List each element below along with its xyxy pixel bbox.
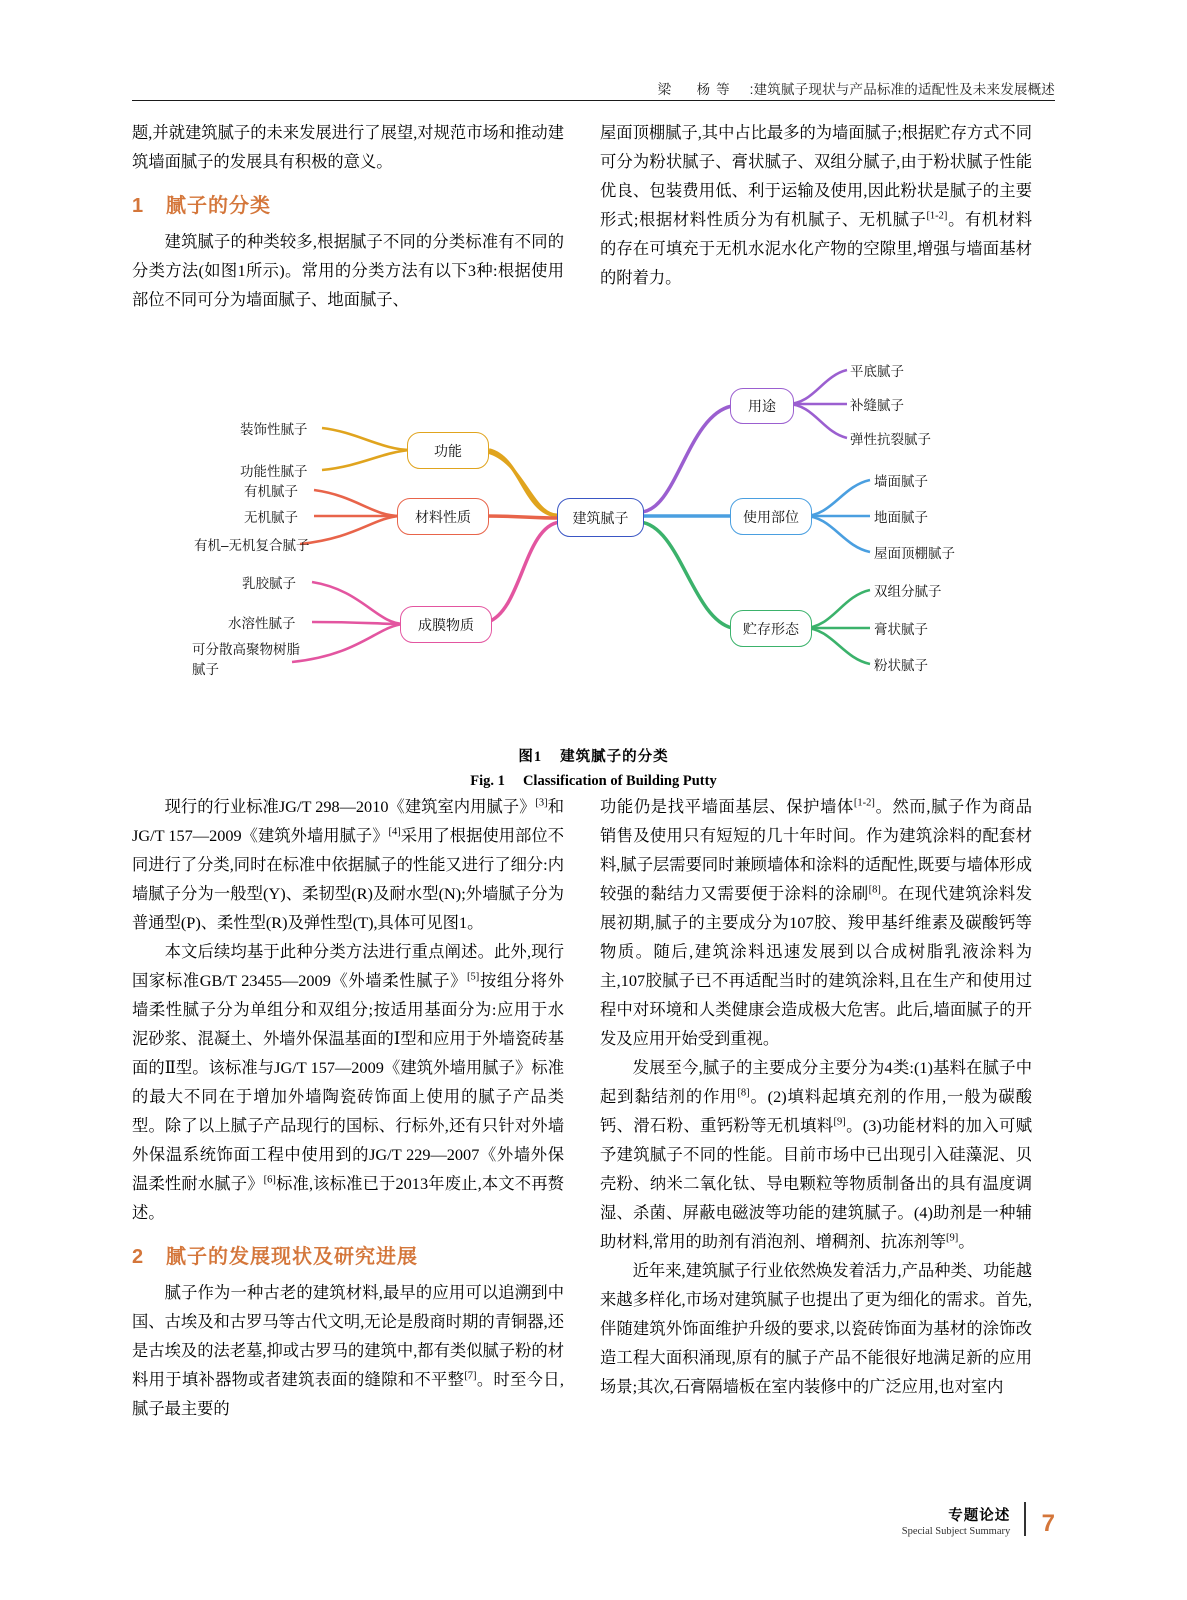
paragraph-r2-a: 功能仍是找平墙面基层、保护墙体	[600, 797, 854, 816]
mindmap-branch-zhucunxingtai: 贮存形态	[730, 610, 812, 647]
paragraph-r1-a: 屋面顶棚腻子,其中占比最多的为墙面腻子;根据贮存方式不同可分为粉状腻子、膏状腻子、双组分腻子,由于粉状腻子性能优良、包装费用低、利于运输及使用,因此粉状是腻子的主要形式;根据材料性质分为有机腻子、无机腻子	[600, 123, 1032, 229]
paragraph-r3-b: 。(2)填料起填充剂的作用,一般为碳酸钙、滑石粉、重钙粉等无机填料	[600, 1087, 1032, 1135]
mindmap-branch-yongtu: 用途	[730, 388, 794, 424]
running-head-title-text: 建筑腻子现状与产品标准的适配性及未来发展概述	[753, 82, 1055, 97]
paragraph-2-1-c: 采用了根据使用部位不同进行了分类,同时在标准中依据腻子的性能又进行了细分:内墙腻子分为一般型(Y)、柔韧型(R)及耐水型(N);外墙腻子分为普通型(P)、柔性型(R)及弹性型(T),具体可见图1。	[132, 826, 564, 932]
paragraph-3-1-a: 腻子作为一种古老的建筑材料,最早的应用可以追溯到中国、古埃及和古罗马等古代文明,无论是殷商时期的青铜器,还是古埃及的法老墓,抑或古罗马的建筑中,都有类似腻子粉的材料用于填补器物或者建筑表面的缝隙和不平整	[132, 1283, 564, 1389]
section-2-number: 2	[132, 1246, 145, 1268]
mindmap-leaf-fuhe: 有机–无机复合腻子	[194, 538, 310, 553]
citation-r9a: [9]	[833, 1116, 846, 1128]
mindmap-branch-gongneng: 功能	[407, 432, 489, 469]
mindmap-leaf-tanxingkanglie: 弹性抗裂腻子	[850, 432, 931, 447]
citation-1-2: [1-2]	[926, 210, 948, 222]
figure-caption-cn-label: 图1	[518, 749, 543, 765]
footer-section-en: Special Subject Summary	[901, 1525, 1011, 1537]
section-1-title: 腻子的分类	[166, 195, 271, 217]
figure-caption-en	[132, 769, 1055, 793]
paragraph-r3-c: 。(3)功能材料的加入可赋予建筑腻子不同的性能。目前市场中已出现引入硅藻泥、贝壳粉、纳米二氧化钛、导电颗粒等物质制备出的具有温度调湿、杀菌、屏蔽电磁波等功能的建筑腻子。(4)助剂是一种辅助材料,常用的助剂有消泡剂、增稠剂、抗冻剂等	[600, 1116, 1032, 1251]
left-column-bottom	[132, 792, 564, 1482]
citation-4: [4]	[388, 826, 401, 838]
page-number: 7	[1041, 1510, 1055, 1537]
citation-5: [5]	[467, 971, 480, 983]
paragraph-2-2-a: 本文后续均基于此种分类方法进行重点阐述。此外,现行国家标准GB/T 23455—2009《外墙柔性腻子》	[132, 942, 564, 990]
mindmap-leaf-pingdi: 平底腻子	[850, 364, 904, 379]
paragraph-2-2-c: 标准,该标准已于2013年废止,本文不再赘述。	[132, 1174, 564, 1222]
mindmap-leaf-shuangzufen: 双组分腻子	[874, 584, 942, 599]
mindmap-leaf-shuirongxing: 水溶性腻子	[228, 616, 296, 631]
mindmap-leaf-fenzhuang: 粉状腻子	[874, 658, 928, 673]
figure-caption-cn-text: 建筑腻子的分类	[560, 749, 669, 765]
paragraph-2-2	[132, 937, 564, 1227]
page-footer	[902, 1502, 1055, 1538]
citation-r1-2: [1-2]	[853, 797, 875, 809]
citation-6: [6]	[263, 1174, 276, 1186]
paragraph-3-1	[132, 1278, 564, 1423]
mindmap-branch-chengmowuzhi: 成膜物质	[400, 606, 492, 643]
figure-caption-cn	[132, 745, 1055, 769]
paragraph-2-2-b: 按组分将外墙柔性腻子分为单组分和双组分;按适用基面分为:应用于水泥砂浆、混凝土、外墙外保温基面的Ⅰ型和应用于外墙瓷砖基面的Ⅱ型。该标准与JG/T 157—2009《建筑外墙用腻子》标准的最大不同在于增加外墙陶瓷砖饰面上使用的腻子产品类型。除了以上腻子产品现行的国标、行标外,还有只针对外墙外保温系统饰面工程中使用到的JG/T 229—2007《外墙外保温柔性耐水腻子》	[132, 971, 564, 1193]
mindmap-leaf-wumiandingpeng: 屋面顶棚腻子	[874, 546, 955, 561]
mindmap-leaf-wuji: 无机腻子	[244, 510, 298, 525]
section-heading-2	[132, 1243, 564, 1272]
right-column-bottom	[600, 792, 1032, 1482]
right-column-top	[600, 118, 1032, 328]
paragraph-r3-d: 。	[958, 1232, 975, 1251]
paragraph-1-1: 建筑腻子的种类较多,根据腻子不同的分类标准有不同的分类方法(如图1所示)。常用的分类方法有以下3种:根据使用部位不同可分为墙面腻子、地面腻子、	[132, 232, 564, 309]
citation-r8b: [8]	[737, 1087, 750, 1099]
paragraph-3-1-b: 。时至今日,腻子最主要的	[132, 1370, 564, 1418]
paragraph-2-1-b: 和JG/T 157—2009《建筑外墙用腻子》	[132, 797, 564, 845]
paragraph-r3-a: 发展至今,腻子的主要成分主要分为4类:(1)基料在腻子中起到黏结剂的作用	[600, 1058, 1032, 1106]
mindmap-leaf-qiangmian: 墙面腻子	[874, 474, 928, 489]
left-column-top	[132, 118, 564, 328]
mindmap-root: 建筑腻子	[557, 498, 644, 537]
footer-section-label	[902, 1507, 1010, 1538]
running-head	[132, 78, 1055, 98]
paragraph-r4: 近年来,建筑腻子行业依然焕发着活力,产品种类、功能越来越多样化,市场对建筑腻子也提出了更为细化的需求。首先,伴随建筑外饰面维护升级的要求,以瓷砖饰面为基材的涂饰改造工程大面积涌现,原有的腻子产品不能很好地满足新的应用场景;其次,石膏隔墙板在室内装修中的广泛应用,也对室内	[600, 1261, 1032, 1396]
running-head-author: 梁 杨等	[657, 82, 736, 97]
section-1-number: 1	[132, 195, 145, 217]
paragraph-r2-b: 。然而,腻子作为商品销售及使用只有短短的几十年时间。作为建筑涂料的配套材料,腻子层需要同时兼顾墙体和涂料的适配性,既要与墙体形成较强的黏结力又需要便于涂料的涂刷	[600, 797, 1032, 903]
mindmap-branch-shiyongbuwei: 使用部位	[730, 498, 812, 535]
citation-r8: [8]	[868, 884, 881, 896]
header-rule	[132, 100, 1055, 101]
mindmap-leaf-rujiao: 乳胶腻子	[242, 576, 296, 591]
mindmap-branch-cailiaoxingzhi: 材料性质	[397, 498, 489, 535]
figure-caption	[132, 745, 1055, 793]
paragraph-r2	[600, 792, 1032, 1053]
footer-divider	[1024, 1502, 1025, 1536]
paragraph-2-1-a: 现行的行业标准JG/T 298—2010《建筑室内用腻子》	[164, 797, 536, 816]
citation-3: [3]	[535, 797, 548, 809]
running-head-title: :	[749, 82, 754, 97]
citation-7: [7]	[464, 1370, 477, 1382]
mindmap-leaf-zhuangshixing: 装饰性腻子	[240, 422, 308, 437]
section-heading-1	[132, 192, 564, 221]
paragraph-r1-b: 。有机材料的存在可填充于无机水泥水化产物的空隙里,增强与墙面基材的附着力。	[600, 210, 1032, 287]
figure-caption-en-text: Classification of Building Putty	[522, 773, 717, 789]
paragraph-2-1	[132, 792, 564, 937]
footer-section-cn: 专题论述	[948, 1507, 1011, 1524]
paragraph-r3	[600, 1053, 1032, 1256]
mindmap-leaf-dimian: 地面腻子	[874, 510, 928, 525]
figure-caption-en-label: Fig. 1	[470, 773, 505, 789]
paragraph-r2-c: 。在现代建筑涂料发展初期,腻子的主要成分为107胶、羧甲基纤维素及碳酸钙等物质。随后,建筑涂料迅速发展到以合成树脂乳液涂料为主,107胶腻子已不再适配当时的建筑涂料,且在生产和使用过程中对环境和人类健康会造成极大危害。此后,墙面腻子的开发及应用开始受到重视。	[600, 884, 1032, 1048]
citation-r9b: [9]	[945, 1232, 959, 1244]
mindmap-leaf-bufeng: 补缝腻子	[850, 398, 904, 413]
paragraph-continued: 题,并就建筑腻子的未来发展进行了展望,对规范市场和推动建筑墙面腻子的发展具有积极的意义。	[132, 123, 564, 171]
mindmap-leaf-gongnengxing: 功能性腻子	[240, 464, 308, 479]
mindmap-leaf-kefensan: 可分散高聚物树脂腻子	[192, 642, 300, 677]
mindmap-leaf-gaozhuang: 膏状腻子	[874, 622, 928, 637]
section-2-title: 腻子的发展现状及研究进展	[166, 1246, 418, 1268]
figure-1-mindmap	[132, 340, 1055, 740]
mindmap-leaf-youji: 有机腻子	[244, 484, 298, 499]
paragraph-r1	[600, 118, 1032, 292]
